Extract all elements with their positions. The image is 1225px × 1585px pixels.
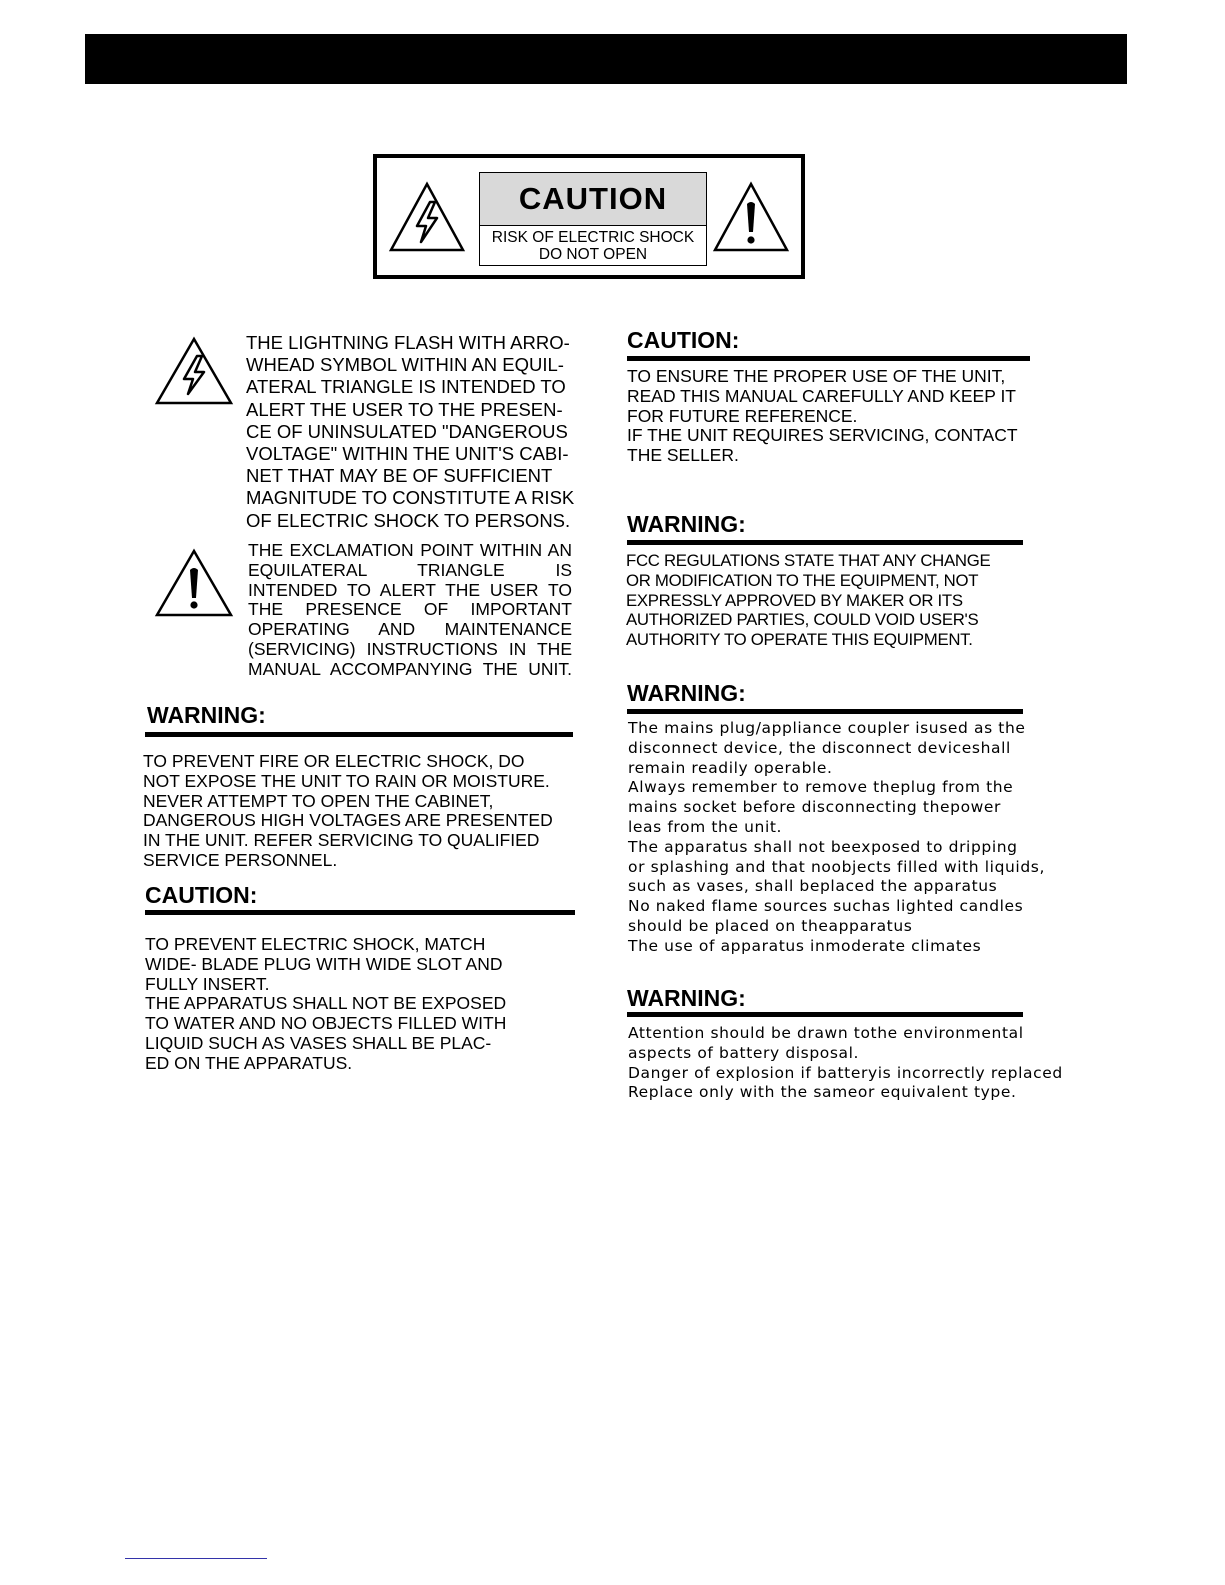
exclamation-triangle-icon (711, 180, 791, 254)
text-line: INTENDED TO ALERT THE USER TO (248, 579, 572, 600)
lightning-triangle-icon (154, 336, 234, 406)
caution-label-panel (479, 172, 707, 266)
heading-rule (627, 540, 1023, 545)
warning-heading: WARNING: (627, 680, 746, 706)
warning-heading: WARNING: (147, 702, 266, 728)
heading-rule (145, 910, 575, 915)
text-line: THE PRESENCE OF IMPORTANT (248, 599, 572, 620)
caution-body: TO PREVENT ELECTRIC SHOCK, MATCH WIDE- BLADE PLUG WITH WIDE SLOT AND FULLY INSERT. THE APPARATUS SHALL NOT BE EXPOSED TO WATER AND NO OBJECTS FILLED WITH LIQUID SUCH AS VASES SHALL BE PLAC- ED ON THE APPARATUS. (145, 934, 507, 1073)
header-bar (85, 34, 1127, 84)
text-line: EQUILATERAL TRIANGLE IS (248, 559, 572, 580)
exclamation-symbol-description (248, 541, 572, 680)
fcc-warning-body: FCC REGULATIONS STATE THAT ANY CHANGE OR MODIFICATION TO THE EQUIPMENT, NOT EXPRESSLY APPROVED BY MAKER OR ITS AUTHORIZED PARTIES, COULD VOID USER'S AUTHORITY TO OPERATE THIS EQUIPMENT. (626, 551, 991, 650)
lightning-triangle-icon (387, 180, 467, 254)
mains-plug-warning-body: The mains plug/appliance coupler isused as the disconnect device, the disconnect deviceshall remain readily operable. Always remember to remove theplug from the mains socket before disconnecting thepower leas from the unit. The apparatus shall not beexposed to dripping or splashing and that noobjects filled with liquids, such as vases, shall beplaced the apparatus No naked flame sources suchas lighted candles should be placed on theapparatus The use of apparatus inmoderate climates (628, 719, 1045, 955)
battery-warning-body: Attention should be drawn tothe environmental aspects of battery disposal. Danger of explosion if batteryis incorrectly replaced Replace only with the sameor equivalent type. (628, 1024, 1063, 1102)
warning-heading: WARNING: (627, 511, 746, 537)
text-line: (SERVICING) INSTRUCTIONS IN THE (248, 638, 572, 659)
caution-body: TO ENSURE THE PROPER USE OF THE UNIT, READ THIS MANUAL CAREFULLY AND KEEP IT FOR FUTURE REFERENCE. IF THE UNIT REQUIRES SERVICING, CONTACT THE SELLER. (627, 366, 1018, 466)
caution-heading: CAUTION: (145, 882, 258, 908)
lightning-symbol-description: THE LIGHTNING FLASH WITH ARRO- WHEAD SYMBOL WITHIN AN EQUIL- ATERAL TRIANGLE IS INTENDED TO ALERT THE USER TO THE PRESEN- CE OF UNINSULATED "DANGEROUS VOLTAGE" WITHIN THE UNIT'S CABI- NET THAT MAY BE OF SUFFICIENT MAGNITUDE TO CONSTITUTE A RISK OF ELECTRIC SHOCK TO PERSONS. (246, 332, 575, 531)
text-line: THE EXCLAMATION POINT WITHIN AN (248, 540, 572, 560)
heading-rule (145, 732, 573, 737)
footer-line (125, 1558, 267, 1559)
caution-label-line2: DO NOT OPEN (538, 246, 648, 263)
warning-heading: WARNING: (627, 985, 746, 1011)
caution-label-title: CAUTION (480, 173, 706, 226)
caution-heading: CAUTION: (627, 327, 740, 353)
heading-rule (627, 356, 1030, 361)
caution-label-line1: RISK OF ELECTRIC SHOCK (491, 229, 695, 246)
heading-rule (627, 1012, 1023, 1017)
caution-label (373, 154, 805, 279)
warning-body: TO PREVENT FIRE OR ELECTRIC SHOCK, DO NOT EXPOSE THE UNIT TO RAIN OR MOISTURE. NEVER ATTEMPT TO OPEN THE CABINET, DANGEROUS HIGH VOLTAGES ARE PRESENTED IN THE UNIT. REFER SERVICING TO QUALIFIED SERVICE PERSONNEL. (143, 751, 553, 870)
text-line: MANUAL ACCOMPANYING THE UNIT. (248, 658, 572, 679)
text-line: OPERATING AND MAINTENANCE (248, 619, 572, 640)
heading-rule (627, 709, 1023, 714)
exclamation-triangle-icon (154, 548, 234, 618)
